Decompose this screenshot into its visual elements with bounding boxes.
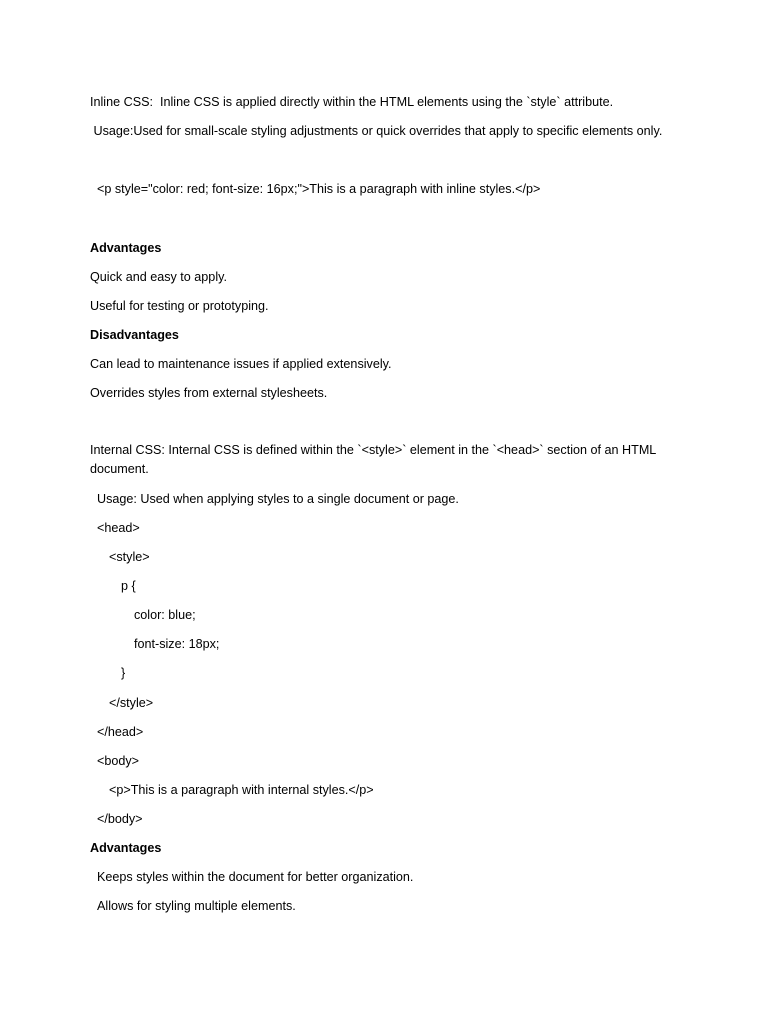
code-line: p { bbox=[121, 579, 136, 593]
code-line: <body> bbox=[97, 754, 140, 768]
inline-disadvantage-item: Overrides styles from external stylesheets. bbox=[90, 386, 328, 400]
inline-disadvantage-item: Can lead to maintenance issues if applied extensively. bbox=[90, 357, 392, 371]
inline-css-code-example: <p style="color: red; font-size: 16px;">This is a paragraph with inline styles.</p> bbox=[97, 182, 541, 196]
inline-advantages-heading: Advantages bbox=[90, 241, 162, 255]
code-line: font-size: 18px; bbox=[134, 637, 220, 651]
code-line: color: blue; bbox=[134, 608, 196, 622]
inline-disadvantages-heading: Disadvantages bbox=[90, 328, 179, 342]
code-line: <p>This is a paragraph with internal styles.</p> bbox=[109, 783, 374, 797]
inline-advantage-item: Quick and easy to apply. bbox=[90, 270, 227, 284]
internal-css-usage: Usage: Used when applying styles to a single document or page. bbox=[97, 492, 459, 506]
code-line: <style> bbox=[109, 550, 150, 564]
code-line: } bbox=[121, 666, 126, 680]
inline-css-intro: Inline CSS: Inline CSS is applied directly within the HTML elements using the `style` attribute. bbox=[90, 95, 614, 109]
code-line: </style> bbox=[109, 696, 154, 710]
code-line: </body> bbox=[97, 812, 143, 826]
inline-css-usage: Usage:Used for small-scale styling adjustments or quick overrides that apply to specific elements only. bbox=[90, 124, 663, 138]
internal-advantages-heading: Advantages bbox=[90, 841, 162, 855]
inline-advantage-item: Useful for testing or prototyping. bbox=[90, 299, 269, 313]
internal-advantage-item: Allows for styling multiple elements. bbox=[97, 899, 296, 913]
code-line: <head> bbox=[97, 521, 140, 535]
internal-advantage-item: Keeps styles within the document for better organization. bbox=[97, 870, 414, 884]
code-line: </head> bbox=[97, 725, 144, 739]
internal-css-intro: Internal CSS: Internal CSS is defined within the `<style>` element in the `<head>` section of an HTML document. bbox=[90, 443, 656, 476]
